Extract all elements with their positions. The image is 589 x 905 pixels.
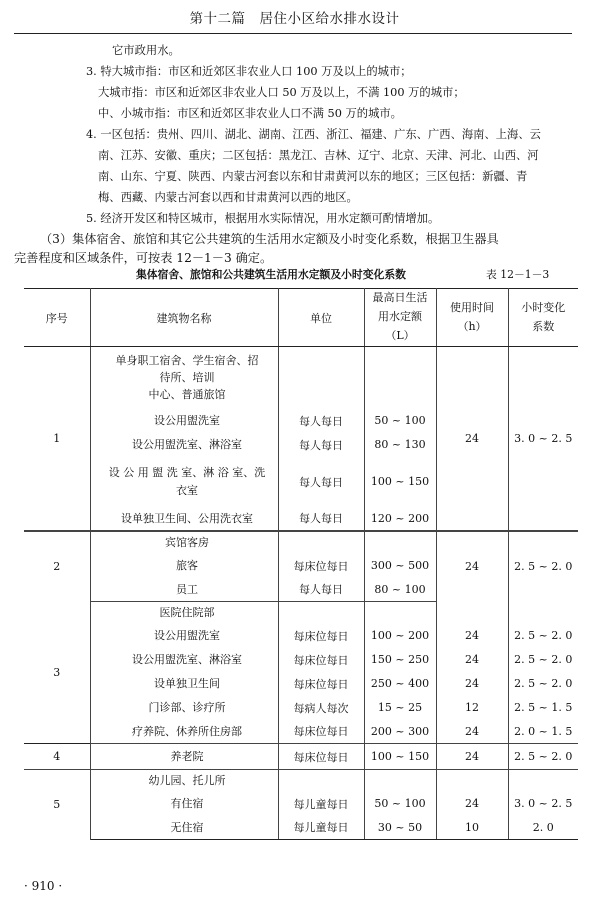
cell-name: 旅客 — [90, 554, 278, 578]
page-header: 第十二篇 居住小区给水排水设计 — [189, 11, 400, 27]
cell-name: 设单独卫生间 — [90, 672, 278, 696]
note-line: 4. 一区包括：贵州、四川、湖北、湖南、江西、浙江、福建、广东、广西、海南、上海、云 — [86, 128, 541, 141]
cell-hours: 24 — [436, 648, 508, 672]
note-line: 南、山东、宁夏、陕西、内蒙古河套以东和甘肃黄河以东的地区；三区包括：新疆、青 — [98, 170, 528, 183]
cell-quota: 100 ~ 200 — [364, 624, 436, 648]
cell-hours: 10 — [436, 816, 508, 840]
cell-name: 有住宿 — [90, 792, 278, 816]
cell-name: 宾馆客房 — [90, 532, 278, 554]
table-caption: 集体宿舍、旅馆和公共建筑生活用水定额及小时变化系数 — [136, 268, 406, 281]
cell-quota: 50 ~ 100 — [364, 792, 436, 816]
cell-coefficient: 2. 5 ~ 2. 0 — [508, 744, 578, 770]
paragraph-line: 完善程度和区域条件，可按表 12－1－3 确定。 — [14, 251, 273, 265]
cell-name: 员工 — [90, 578, 278, 602]
cell-quota: 100 ~ 150 — [364, 744, 436, 770]
cell-unit: 每床位每日 — [278, 554, 364, 578]
cell-quota: 80 ~ 130 — [364, 433, 436, 457]
cell-unit: 每儿童每日 — [278, 792, 364, 816]
header-quota: 最高日生活 用水定额 （L） — [364, 289, 436, 347]
note-line: 5. 经济开发区和特区城市，根据用水实际情况，用水定额可酌情增加。 — [86, 212, 440, 225]
cell-quota: 250 ~ 400 — [364, 672, 436, 696]
cell-hours: 24 — [436, 792, 508, 816]
paragraph-line: （3）集体宿舍、旅馆和其它公共建筑的生活用水定额及小时变化系数，根据卫生器具 — [40, 232, 499, 246]
cell-name: 单身职工宿舍、学生宿舍、招 待所、培训 中心、普通旅馆 — [90, 347, 278, 409]
cell-seq: 3 — [24, 602, 90, 744]
cell-name: 设单独卫生间、公用洗衣室 — [90, 507, 278, 531]
cell-coefficient: 2. 0 ~ 1. 5 — [508, 720, 578, 744]
note-line: 南、江苏、安徽、重庆；二区包括：黑龙江、吉林、辽宁、北京、天津、河北、山西、河 — [98, 149, 539, 162]
cell-coefficient: 3. 0 ~ 2. 5 — [508, 347, 578, 531]
table-row — [24, 648, 578, 672]
table-row — [24, 672, 578, 696]
table-row — [24, 792, 578, 816]
cell-quota: 30 ~ 50 — [364, 816, 436, 840]
cell-coefficient: 2. 5 ~ 1. 5 — [508, 696, 578, 720]
cell-seq: 5 — [24, 770, 90, 840]
cell-name: 养老院 — [90, 744, 278, 770]
cell-coefficient: 2. 5 ~ 2. 0 — [508, 532, 578, 602]
header-rule — [14, 33, 572, 34]
cell-coefficient: 2. 5 ~ 2. 0 — [508, 624, 578, 648]
cell-unit: 每床位每日 — [278, 624, 364, 648]
cell-unit: 每人每日 — [278, 457, 364, 507]
table-row — [24, 532, 578, 554]
note-line: 梅、西藏、内蒙古河套以西和甘肃黄河以西的地区。 — [98, 191, 358, 204]
header-seq: 序号 — [24, 289, 90, 347]
cell-name: 设公用盥洗室、淋浴室 — [90, 433, 278, 457]
cell-unit: 每床位每日 — [278, 672, 364, 696]
cell-unit: 每人每日 — [278, 507, 364, 531]
cell-quota: 300 ~ 500 — [364, 554, 436, 578]
note-line: 大城市指：市区和近郊区非农业人口 50 万及以上，不满 100 万的城市； — [98, 86, 465, 99]
cell-name: 设 公 用 盥 洗 室、淋 浴 室、洗 衣室 — [90, 457, 278, 507]
cell-quota: 100 ~ 150 — [364, 457, 436, 507]
cell-unit: 每床位每日 — [278, 744, 364, 770]
cell-quota: 80 ~ 100 — [364, 578, 436, 602]
cell-unit: 每床位每日 — [278, 648, 364, 672]
cell-hours: 24 — [436, 720, 508, 744]
cell-quota: 120 ~ 200 — [364, 507, 436, 531]
cell-quota: 15 ~ 25 — [364, 696, 436, 720]
table-row — [24, 770, 578, 792]
cell-coefficient: 2. 5 ~ 2. 0 — [508, 672, 578, 696]
header-hours: 使用时间 （h） — [436, 289, 508, 347]
cell-name: 设公用盥洗室 — [90, 409, 278, 433]
table-row — [24, 602, 578, 624]
cell-coefficient: 2. 5 ~ 2. 0 — [508, 648, 578, 672]
cell-coefficient: 2. 0 — [508, 816, 578, 840]
header-name: 建筑物名称 — [90, 289, 278, 347]
table-row — [24, 624, 578, 648]
cell-unit: 每床位每日 — [278, 720, 364, 744]
header-unit: 单位 — [278, 289, 364, 347]
cell-quota: 150 ~ 250 — [364, 648, 436, 672]
water-quota-table — [24, 288, 578, 840]
cell-unit: 每人每日 — [278, 409, 364, 433]
table-row — [24, 720, 578, 744]
cell-unit: 每病人每次 — [278, 696, 364, 720]
cell-hours: 24 — [436, 744, 508, 770]
cell-quota: 50 ~ 100 — [364, 409, 436, 433]
page-number: · 910 · — [24, 879, 63, 893]
cell-name: 设公用盥洗室 — [90, 624, 278, 648]
note-line: 中、小城市指：市区和近郊区非农业人口不满 50 万的城市。 — [98, 107, 402, 120]
cell-hours: 12 — [436, 696, 508, 720]
cell-hours: 24 — [436, 532, 508, 602]
cell-name: 医院住院部 — [90, 602, 278, 624]
note-line: 它市政用水。 — [112, 44, 180, 57]
cell-quota: 200 ~ 300 — [364, 720, 436, 744]
cell-name: 门诊部、诊疗所 — [90, 696, 278, 720]
cell-name: 设公用盥洗室、淋浴室 — [90, 648, 278, 672]
cell-unit: 每人每日 — [278, 578, 364, 602]
table-row — [24, 696, 578, 720]
cell-hours: 24 — [436, 672, 508, 696]
cell-unit: 每儿童每日 — [278, 816, 364, 840]
table-number: 表 12－1－3 — [486, 268, 550, 281]
cell-name: 疗养院、休养所住房部 — [90, 720, 278, 744]
cell-seq: 4 — [24, 744, 90, 770]
table-row — [24, 347, 578, 409]
cell-seq: 1 — [24, 347, 90, 531]
cell-name: 幼儿园、托儿所 — [90, 770, 278, 792]
cell-hours: 24 — [436, 624, 508, 648]
cell-unit: 每人每日 — [278, 433, 364, 457]
cell-hours: 24 — [436, 347, 508, 531]
note-line: 3. 特大城市指：市区和近郊区非农业人口 100 万及以上的城市； — [86, 65, 412, 78]
table-row — [24, 816, 578, 840]
cell-seq: 2 — [24, 532, 90, 602]
cell-coefficient: 3. 0 ~ 2. 5 — [508, 792, 578, 816]
header-coefficient: 小时变化 系数 — [508, 289, 578, 347]
table-row — [24, 744, 578, 770]
cell-name: 无住宿 — [90, 816, 278, 840]
